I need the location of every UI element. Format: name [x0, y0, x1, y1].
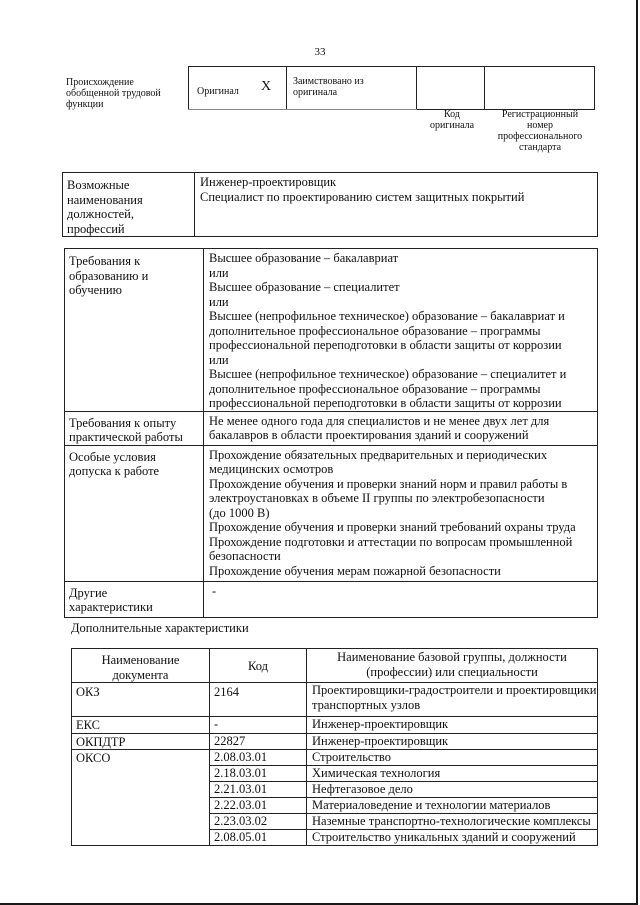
- row-name-cell: [307, 766, 598, 782]
- row-code: 2.18.03.01: [214, 766, 268, 780]
- education-line: Высшее (непрофильное техническое) образование – бакалавриат и: [209, 309, 565, 323]
- additional-table: [71, 648, 598, 846]
- education-label-cell: [65, 249, 204, 412]
- row-name-cell: [307, 798, 598, 814]
- row-doc: ОКПДТР: [76, 734, 126, 749]
- header-code: Код: [248, 659, 268, 673]
- positions-label-line: наименования: [67, 192, 143, 207]
- row-name-line: Проектировщики-градостроители и проектировщики: [312, 683, 597, 697]
- admission-label-line: Особые условия: [69, 449, 156, 464]
- row-name-cell: [307, 717, 598, 734]
- positions-table: [62, 172, 598, 237]
- row-name: Химическая технология: [312, 766, 441, 780]
- header-doc-cell: [72, 649, 210, 683]
- admission-label-line: допуска к работе: [69, 464, 160, 478]
- education-line: или: [209, 265, 229, 280]
- education-label-line: образованию и: [69, 268, 149, 283]
- row-name-cell: [307, 683, 598, 717]
- education-row: [65, 249, 598, 412]
- origin-table: [188, 66, 595, 110]
- original-mark: X: [261, 79, 272, 94]
- origin-label-line: обобщенной трудовой: [66, 88, 161, 99]
- experience-label-line: Требования к опыту: [69, 415, 177, 430]
- row-code: 22827: [214, 733, 246, 748]
- education-line: дополнительное профессиональное образование – программы: [209, 381, 541, 396]
- table-row: [72, 683, 598, 717]
- education-line: дополнительное профессиональное образование – программы: [209, 323, 541, 338]
- experience-row: [65, 411, 598, 445]
- row-code: 2.21.03.01: [214, 782, 268, 796]
- origin-label-line: функции: [66, 99, 104, 110]
- row-code-cell: [210, 683, 307, 717]
- borrowed-line: Заимствовано из: [292, 76, 364, 87]
- positions-label-line: должностей,: [67, 207, 134, 221]
- row-name-cell: [307, 830, 598, 846]
- education-value-cell: [204, 249, 598, 412]
- education-label-line: Требования к: [69, 254, 141, 268]
- page-number: 33: [314, 46, 326, 58]
- row-doc-cell: [72, 717, 210, 734]
- additional-heading: Дополнительные характеристики: [71, 621, 249, 635]
- origin-borrowed-cell: [286, 67, 416, 110]
- education-line: профессиональной переподготовки в области защиты от коррозии: [209, 396, 562, 410]
- original-label: Оригинал: [197, 86, 239, 97]
- row-code-cell: [210, 750, 307, 766]
- admission-line: Прохождение обучения мерам пожарной безопасности: [209, 563, 501, 578]
- row-doc-cell: [72, 750, 210, 846]
- row-code: 2164: [214, 685, 239, 699]
- code-caption-line: Код: [444, 109, 460, 120]
- code-caption-line: оригинала: [429, 120, 475, 131]
- row-doc: ОКЗ: [76, 685, 100, 699]
- header-doc-line: Наименование: [101, 653, 180, 667]
- origin-label-line: Происхождение: [66, 77, 134, 88]
- header-name-line: (профессии) или специальности: [366, 664, 538, 679]
- additional-header-row: [72, 649, 598, 683]
- requirements-table: [64, 248, 598, 618]
- positions-value-cell: [195, 173, 598, 237]
- row-code-cell: [210, 733, 307, 750]
- origin-code-cell: [417, 67, 485, 110]
- row-code: 2.08.03.01: [214, 750, 268, 764]
- education-line: Высшее (непрофильное техническое) образование – специалитет и: [209, 367, 567, 381]
- positions-label-line: профессий: [67, 221, 125, 236]
- row-code-cell: [210, 830, 307, 846]
- table-row: [72, 750, 598, 766]
- education-line: или: [209, 352, 229, 367]
- position-item: Специалист по проектированию систем защитных покрытий: [200, 189, 525, 204]
- positions-label-cell: [63, 173, 195, 237]
- row-code-cell: [210, 766, 307, 782]
- borrowed-line: оригинала: [292, 87, 338, 98]
- table-row: [72, 733, 598, 750]
- reg-caption-line: номер: [527, 120, 553, 131]
- education-line: Высшее образование – бакалавриат: [209, 251, 399, 265]
- admission-value-cell: [204, 445, 598, 581]
- row-name: Наземные транспортно-технологические комплексы: [312, 814, 591, 828]
- row-doc-cell: [72, 733, 210, 750]
- education-line: Высшее образование – специалитет: [209, 280, 400, 294]
- row-doc: ЕКС: [76, 718, 100, 732]
- row-name: Строительство: [312, 750, 392, 764]
- row-doc: ОКСО: [76, 751, 111, 765]
- experience-line: Не менее одного года для специалистов и не менее двух лет для: [209, 413, 550, 428]
- other-value-cell: [204, 581, 598, 617]
- education-line: профессиональной переподготовки в области защиты от коррозии: [209, 338, 562, 352]
- row-name-line: транспортных узлов: [312, 697, 421, 712]
- origin-original-cell: [189, 67, 287, 110]
- header-doc-line: документа: [112, 667, 169, 682]
- table-row: [72, 717, 598, 734]
- row-code: 2.08.05.01: [214, 830, 268, 844]
- other-row: [65, 581, 598, 617]
- row-code-cell: [210, 717, 307, 734]
- admission-line: Прохождение подготовки и аттестации по вопросам промышленной: [209, 534, 573, 549]
- reg-caption-line: стандарта: [518, 142, 562, 153]
- experience-label-cell: [65, 411, 204, 445]
- reg-caption-line: профессионального: [497, 131, 583, 142]
- admission-line: Прохождение обучения и проверки знаний требований охраны труда: [209, 520, 576, 534]
- experience-value-cell: [204, 411, 598, 445]
- row-name: Инженер-проектировщик: [312, 733, 449, 748]
- other-label-line: Другие: [69, 585, 108, 600]
- admission-line: электроустановках в объеме II группы по электробезопасности: [209, 491, 545, 505]
- row-code-cell: [210, 782, 307, 798]
- admission-line: Прохождение обязательных предварительных и периодических: [209, 447, 548, 462]
- origin-label: [66, 77, 186, 110]
- admission-line: Прохождение обучения и проверки знаний норм и правил работы в: [209, 476, 568, 491]
- admission-line: медицинских осмотров: [209, 462, 334, 476]
- row-doc-cell: [72, 683, 210, 717]
- education-line: или: [209, 294, 229, 309]
- origin-reg-cell: [484, 67, 594, 110]
- position-item: Инженер-проектировщик: [200, 175, 337, 189]
- header-name-line: Наименование базовой группы, должности: [337, 650, 567, 664]
- education-label-line: обучению: [69, 283, 122, 297]
- row-name: Материаловедение и технологии материалов: [312, 798, 551, 812]
- other-label-cell: [65, 581, 204, 617]
- admission-line: безопасности: [209, 549, 281, 563]
- admission-label-cell: [65, 445, 204, 581]
- row-name-cell: [307, 733, 598, 750]
- admission-row: [65, 445, 598, 581]
- row-code-cell: [210, 814, 307, 830]
- other-value: -: [212, 583, 217, 598]
- reg-caption: [486, 109, 594, 153]
- positions-label-line: Возможные: [67, 178, 130, 192]
- row-code-cell: [210, 798, 307, 814]
- row-code: -: [214, 717, 219, 731]
- row-name: Строительство уникальных зданий и сооружений: [312, 830, 576, 844]
- row-name-cell: [307, 750, 598, 766]
- header-code-cell: [210, 649, 307, 683]
- row-code: 2.23.03.02: [214, 814, 268, 828]
- experience-label-line: практической работы: [69, 430, 183, 444]
- row-code: 2.22.03.01: [214, 798, 268, 812]
- admission-line: (до 1000 В): [209, 505, 270, 520]
- experience-line: бакалавров в области проектирования зданий и сооружений: [209, 428, 529, 442]
- reg-caption-line: Регистрационный: [501, 109, 579, 120]
- row-name-cell: [307, 782, 598, 798]
- row-name: Нефтегазовое дело: [312, 782, 413, 796]
- row-name-cell: [307, 814, 598, 830]
- header-name-cell: [307, 649, 598, 683]
- code-caption: [418, 109, 486, 131]
- row-name: Инженер-проектировщик: [312, 717, 449, 731]
- other-label-line: характеристики: [69, 600, 153, 614]
